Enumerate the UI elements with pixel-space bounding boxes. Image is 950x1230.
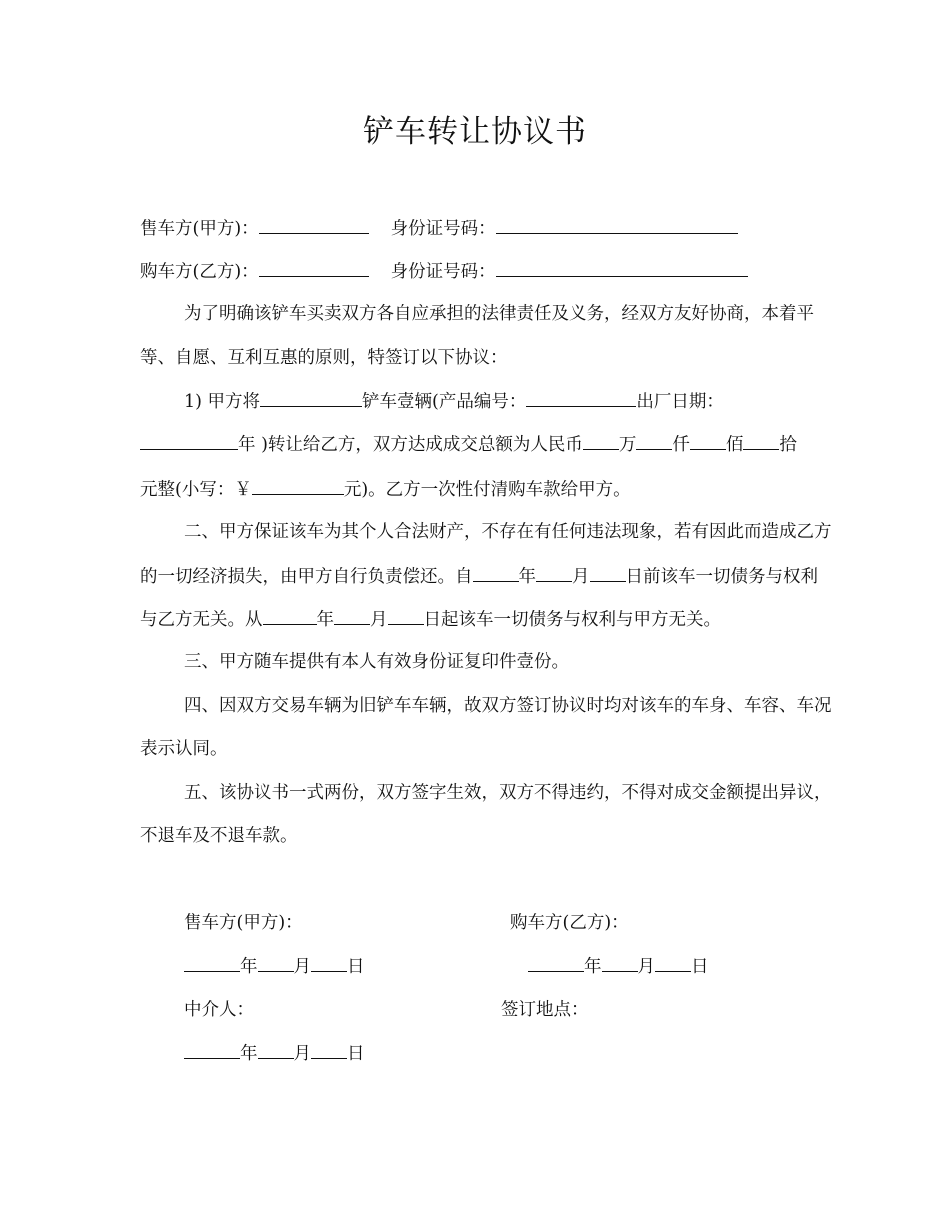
signature-buyer-label: 购车方(乙方)： [510,913,629,933]
clause5-line-2: 不退车及不退车款。 [140,826,298,846]
amount-numeric-blank[interactable] [252,477,344,495]
buyer-sign-day-blank[interactable] [655,954,691,972]
seller-year-text: 年 [240,957,258,977]
buyer-label: 购车方(乙方)： [140,262,259,282]
agent-month-text: 月 [293,1044,311,1064]
clause2-text-c3: 月 [370,610,388,630]
buyer-year-text: 年 [584,957,602,977]
buyer-day-text: 日 [691,957,709,977]
buyer-sign-year-blank[interactable] [528,954,584,972]
clause1-text-c1: 元整(小写：￥ [140,480,252,500]
clause1-text-a3: 出厂日期： [636,392,724,412]
buyer-month-text: 月 [637,957,655,977]
clause2-line-3 [140,607,721,632]
seller-id-label: 身份证号码： [390,219,496,239]
clause2-text-c1: 与乙方无关。从 [140,610,263,630]
seller-sign-month-blank[interactable] [258,954,294,972]
agent-day-text: 日 [347,1044,365,1064]
amount-bai-blank[interactable] [690,432,726,450]
signature-seller-label: 售车方(甲方)： [184,913,303,933]
clause2-text-b2: 年 [518,567,536,587]
before-day-blank[interactable] [590,564,626,582]
clause2-text-b1: 的一切经济损失，由甲方自行负责偿还。自 [140,567,473,587]
clause1-text-a1: 1) 甲方将 [184,392,261,412]
agent-sign-date [184,1041,365,1066]
buyer-row [140,259,748,284]
clause1-line-3 [140,477,631,502]
clause1-text-b4: 佰 [725,435,744,455]
agent-sign-year-blank[interactable] [184,1041,240,1059]
seller-id-blank[interactable] [496,216,738,234]
before-month-blank[interactable] [536,564,572,582]
buyer-name-blank[interactable] [259,259,369,277]
clause5-line-1: 五、该协议书一式两份，双方签字生效，双方不得违约，不得对成交金额提出异议， [184,783,832,803]
from-year-blank[interactable] [263,607,317,625]
intro-line-1: 为了明确该铲车买卖双方各自应承担的法律责任及义务，经双方友好协商，本着平 [184,304,814,324]
clause2-line-2 [140,564,818,589]
seller-sign-day-blank[interactable] [311,954,347,972]
document-title: 铲车转让协议书 [363,114,587,150]
signature-agent-label: 中介人： [184,1000,254,1020]
seller-day-text: 日 [347,957,365,977]
amount-shi-blank[interactable] [743,432,779,450]
buyer-sign-date [528,954,709,979]
clause1-text-b3: 仟 [672,435,690,455]
product-number-blank[interactable] [526,389,636,407]
from-month-blank[interactable] [334,607,370,625]
amount-wan-blank[interactable] [583,432,619,450]
clause2-text-c4: 日起该车一切债务与权利与甲方无关。 [423,610,721,630]
before-year-blank[interactable] [473,564,519,582]
seller-sign-date [184,954,365,979]
clause3-line: 三、甲方随车提供有本人有效身份证复印件壹份。 [184,652,569,672]
clause2-text-b4: 日前该车一切债务与权利 [625,567,818,587]
from-day-blank[interactable] [388,607,424,625]
clause2-text-b3: 月 [572,567,590,587]
amount-qian-blank[interactable] [636,432,672,450]
vehicle-model-blank[interactable] [260,389,362,407]
agent-sign-day-blank[interactable] [311,1041,347,1059]
seller-month-text: 月 [293,957,311,977]
clause1-line-2 [140,432,797,457]
seller-row [140,216,738,241]
clause4-line-2: 表示认同。 [140,739,228,759]
clause1-text-b2: 万 [618,435,637,455]
clause1-text-b1: 年 )转让给乙方，双方达成成交总额为人民币 [238,435,583,455]
buyer-sign-month-blank[interactable] [602,954,638,972]
seller-name-blank[interactable] [259,216,369,234]
manufacture-year-blank[interactable] [140,432,238,450]
buyer-id-label: 身份证号码： [390,262,496,282]
seller-label: 售车方(甲方)： [140,219,259,239]
clause1-line-1 [184,389,724,414]
intro-line-2: 等、自愿、互利互惠的原则，特签订以下协议： [140,348,508,368]
clause2-line-1: 二、甲方保证该车为其个人合法财产，不存在有任何违法现象，若有因此而造成乙方 [184,522,832,542]
agent-sign-month-blank[interactable] [258,1041,294,1059]
agent-year-text: 年 [240,1044,258,1064]
clause2-text-c2: 年 [316,610,334,630]
seller-sign-year-blank[interactable] [184,954,240,972]
signature-place-label: 签订地点： [501,1000,589,1020]
clause1-text-a2: 铲车壹辆(产品编号： [362,392,527,412]
clause1-text-b5: 拾 [779,435,797,455]
clause1-text-c2: 元)。乙方一次性付清购车款给甲方。 [343,480,631,500]
buyer-id-blank[interactable] [496,259,748,277]
clause4-line-1: 四、因双方交易车辆为旧铲车车辆，故双方签订协议时均对该车的车身、车容、车况 [184,696,832,716]
